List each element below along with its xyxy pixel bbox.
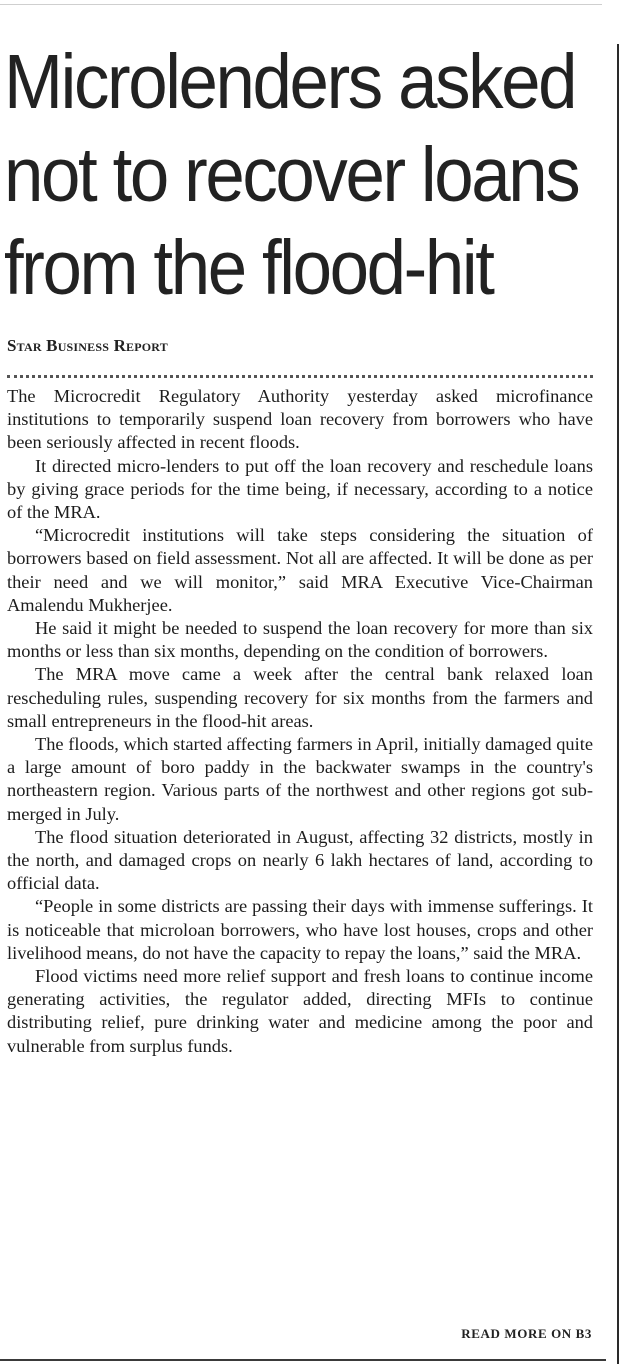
headline-line-3: from the flood-hit	[4, 225, 493, 311]
paragraph-1: The Microcredit Regulatory Authority yesterday asked microfinance institutions to temporarily suspend loan recovery from borrowers who have been seriously affected in recent floods.	[7, 386, 593, 453]
paragraph-6: The floods, which started affecting farmers in April, initially damaged quite a large amount of boro paddy in the backwater swamps in the country's northeastern region. Various parts of the northwest and other regions got submerged in July.	[7, 734, 593, 824]
column-divider	[617, 44, 619, 1364]
bottom-rule	[0, 1359, 606, 1361]
byline: Star Business Report	[7, 336, 168, 355]
paragraph-5: The MRA move came a week after the central bank relaxed loan rescheduling rules, suspending recovery for six months from the farmers and small entrepreneurs in the flood-hit areas.	[7, 664, 593, 731]
paragraph-8: “People in some districts are passing their days with immense sufferings. It is noticeable that microloan borrowers, who have lost houses, crops and other livelihood means, do not have the capacity to repay the loans,” said the MRA.	[7, 896, 593, 963]
paragraph-9: Flood victims need more relief support and fresh loans to continue income generating activities, the regulator added, directing MFIs to continue distributing relief, pure drinking water and medicine among the poor and vulnerable from surplus funds.	[7, 966, 593, 1056]
read-more-link[interactable]: READ MORE ON B3	[461, 1326, 592, 1341]
paragraph-7: The flood situation deteriorated in August, affecting 32 districts, mostly in the north, and damaged crops on nearly 6 lakh hectares of land, according to official data.	[7, 826, 593, 894]
paragraph-4: He said it might be needed to suspend the loan recovery for more than six months or less than six months, depending on the condition of borrowers.	[7, 618, 593, 662]
paragraph-2: It directed micro-lenders to put off the loan recovery and reschedule loans by giving grace periods for the time being, if necessary, according to a notice of the MRA.	[7, 455, 593, 523]
headline	[4, 36, 579, 315]
top-rule	[0, 4, 602, 5]
dotted-separator	[7, 375, 593, 378]
headline-line-1: Microlenders asked	[4, 39, 576, 125]
headline-line-2: not to recover loans	[4, 132, 579, 218]
paragraph-3: “Microcredit institutions will take steps considering the situation of borrowers based on field assessment. Not all are affected. It will be done as per their need and we will monitor,” said MRA Executive Vice-Chairman Amalendu Mukherjee.	[7, 525, 593, 615]
article-body	[7, 385, 593, 1058]
